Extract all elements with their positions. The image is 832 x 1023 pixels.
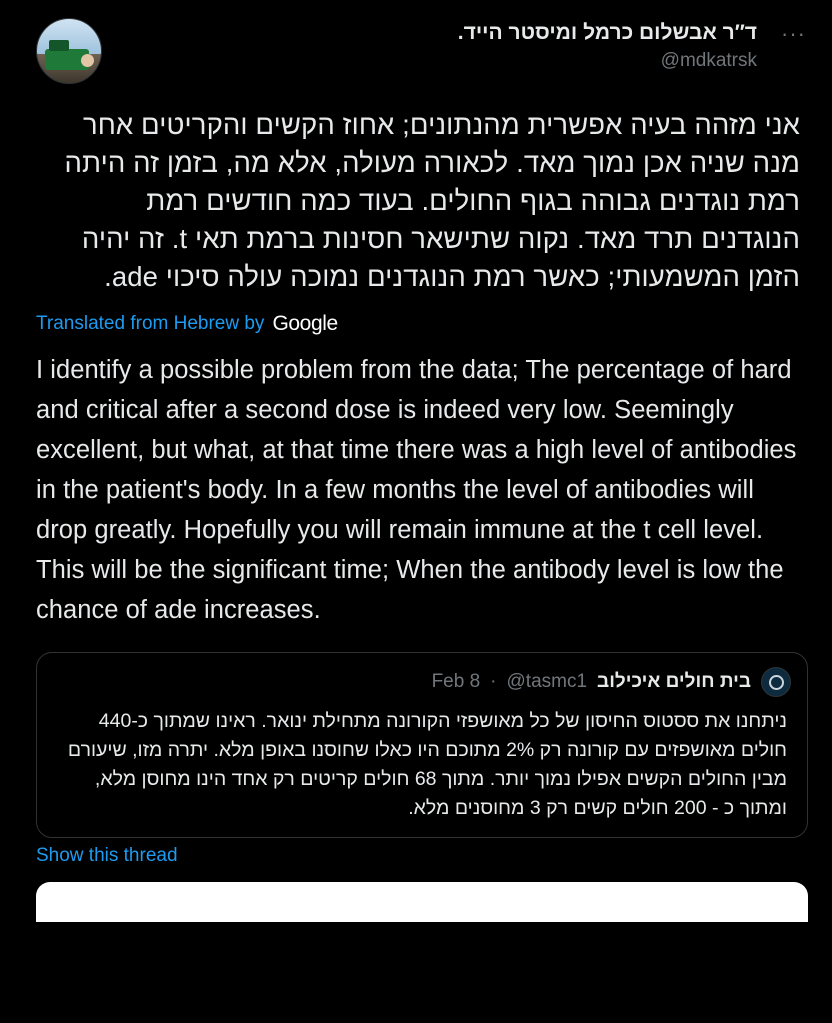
avatar[interactable]	[36, 18, 102, 84]
translated-by-label[interactable]: Translated from Hebrew by	[36, 313, 265, 334]
quoted-avatar[interactable]	[761, 667, 791, 697]
tweet-header	[36, 18, 808, 84]
author-names	[116, 18, 757, 74]
quoted-tweet-card[interactable]	[36, 652, 808, 838]
avatar-person	[81, 54, 94, 67]
tweet-text-hebrew: אני מזהה בעיה אפשרית מהנתונים; אחוז הקשים והקריטים אחר מנה שניה אכן נמוך מאד. לכאורה מעולה, אלא מה, בזמן זה היתה רמת נוגדנים גבוהה בגוף החולים. בעוד כמה חודשים רמת הנוגדנים תרד מאד. נקוה שתישאר חסינות ברמת תאי t. זה יהיה הזמן המשמעותי; כאשר רמת הנוגדנים נמוכה עולה סיכוי ade.	[64, 109, 800, 292]
quoted-tweet-text: ניתחנו את ססטוס החיסון של כל מאושפזי הקורונה מתחילת ינואר. ראינו שמתוך כ-440 חולים מאושפזים עם קורונה רק 2% מתוכם היו כאלו שחוסנו באופן מלא. יתרה מזו, שיעורם מבין החולים הקשים אפילו נמוך יותר. מתוך 68 חולים קריטים רק אחד הינו מחוסן מלא, ומתוך כ - 200 חולים קשים רק 3 מחוסנים מלא.	[67, 710, 787, 819]
google-logo-text	[272, 312, 337, 335]
quoted-separator: ·	[490, 671, 497, 692]
google-logo-letter: o	[288, 312, 300, 335]
google-logo-letter: G	[272, 312, 289, 335]
media-preview-placeholder[interactable]	[36, 882, 808, 922]
quoted-date: Feb 8	[431, 671, 481, 692]
show-this-thread-link[interactable]: Show this thread	[36, 845, 178, 866]
author-handle[interactable]: @mdkatrsk	[660, 50, 758, 71]
google-logo-letter: g	[310, 312, 323, 335]
quoted-author-name: בית חולים איכילוב	[597, 671, 751, 692]
author-display-name[interactable]: ד″ר אבשלום כרמל ומיסטר הייד.	[457, 21, 758, 44]
google-logo-letter: o	[299, 312, 311, 335]
quoted-author-handle: @tasmc1	[506, 671, 588, 692]
tweet-text-english: I identify a possible problem from the data; The percentage of hard and critical after a second dose is indeed very low. Seemingly excellent, but what, at that time there was a high level of antibodies in the patient's body. In a few months the level of antibodies will drop greatly. Hopefully you will remain immune at the t cell level. This will be the significant time; When the antibody level is low the chance of ade increases.	[36, 356, 797, 624]
google-logo-letter: e	[326, 312, 338, 335]
more-options-icon[interactable]: ···	[781, 21, 806, 46]
google-logo-letter: l	[322, 312, 327, 335]
translation-attribution	[36, 312, 808, 336]
google-logo	[272, 312, 337, 336]
quoted-tweet-header	[37, 653, 807, 701]
